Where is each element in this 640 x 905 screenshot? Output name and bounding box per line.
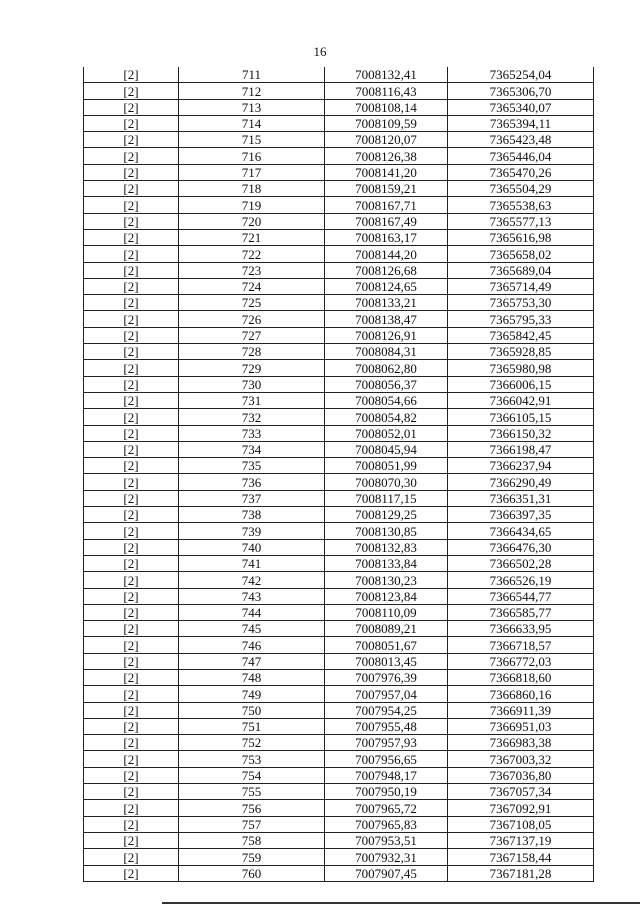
y-coordinate-cell: 7366983,38 xyxy=(448,735,594,751)
y-coordinate-cell: 7365658,02 xyxy=(448,246,594,262)
x-coordinate-cell: 7008141,20 xyxy=(325,164,448,180)
x-coordinate-cell: 7008133,21 xyxy=(325,295,448,311)
table-row xyxy=(84,409,594,425)
point-number-cell: 715 xyxy=(179,132,325,148)
x-coordinate-cell: 7008129,25 xyxy=(325,507,448,523)
y-coordinate-cell: 7367092,91 xyxy=(448,800,594,816)
point-number-cell: 758 xyxy=(179,832,325,848)
x-coordinate-cell: 7007976,39 xyxy=(325,669,448,685)
y-coordinate-cell: 7365616,98 xyxy=(448,229,594,245)
page-number: 16 xyxy=(313,44,327,59)
source-ref-cell: [2] xyxy=(84,67,179,83)
x-coordinate-cell: 7008126,91 xyxy=(325,327,448,343)
point-number-cell: 716 xyxy=(179,148,325,164)
point-number-cell: 734 xyxy=(179,441,325,457)
source-ref-cell: [2] xyxy=(84,767,179,783)
source-ref-cell: [2] xyxy=(84,686,179,702)
y-coordinate-cell: 7366042,91 xyxy=(448,392,594,408)
y-coordinate-cell: 7365254,04 xyxy=(448,67,594,83)
source-ref-cell: [2] xyxy=(84,507,179,523)
point-number-cell: 718 xyxy=(179,181,325,197)
source-ref-cell: [2] xyxy=(84,409,179,425)
source-ref-cell: [2] xyxy=(84,164,179,180)
y-coordinate-cell: 7366351,31 xyxy=(448,490,594,506)
y-coordinate-cell: 7366951,03 xyxy=(448,718,594,734)
bottom-rule-divider xyxy=(162,902,640,904)
x-coordinate-cell: 7007954,25 xyxy=(325,702,448,718)
x-coordinate-cell: 7008167,71 xyxy=(325,197,448,213)
source-ref-cell: [2] xyxy=(84,99,179,115)
source-ref-cell: [2] xyxy=(84,246,179,262)
table-row xyxy=(84,865,594,881)
table-row xyxy=(84,474,594,490)
point-number-cell: 741 xyxy=(179,555,325,571)
source-ref-cell: [2] xyxy=(84,702,179,718)
y-coordinate-cell: 7366526,19 xyxy=(448,572,594,588)
x-coordinate-cell: 7008126,38 xyxy=(325,148,448,164)
x-coordinate-cell: 7008130,23 xyxy=(325,572,448,588)
point-number-cell: 721 xyxy=(179,229,325,245)
table-row xyxy=(84,278,594,294)
table-row xyxy=(84,99,594,115)
y-coordinate-cell: 7365689,04 xyxy=(448,262,594,278)
point-number-cell: 736 xyxy=(179,474,325,490)
y-coordinate-cell: 7365928,85 xyxy=(448,344,594,360)
point-number-cell: 732 xyxy=(179,409,325,425)
y-coordinate-cell: 7366818,60 xyxy=(448,669,594,685)
point-number-cell: 745 xyxy=(179,621,325,637)
x-coordinate-cell: 7008133,84 xyxy=(325,555,448,571)
table-row xyxy=(84,523,594,539)
y-coordinate-cell: 7366502,28 xyxy=(448,555,594,571)
source-ref-cell: [2] xyxy=(84,360,179,376)
point-number-cell: 743 xyxy=(179,588,325,604)
table-row xyxy=(84,669,594,685)
x-coordinate-cell: 7008084,31 xyxy=(325,344,448,360)
source-ref-cell: [2] xyxy=(84,718,179,734)
y-coordinate-cell: 7365538,63 xyxy=(448,197,594,213)
x-coordinate-cell: 7007953,51 xyxy=(325,832,448,848)
table-row xyxy=(84,67,594,83)
point-number-cell: 744 xyxy=(179,604,325,620)
point-number-cell: 724 xyxy=(179,278,325,294)
table-row xyxy=(84,555,594,571)
x-coordinate-cell: 7007907,45 xyxy=(325,865,448,881)
source-ref-cell: [2] xyxy=(84,441,179,457)
x-coordinate-cell: 7008051,67 xyxy=(325,637,448,653)
source-ref-cell: [2] xyxy=(84,621,179,637)
x-coordinate-cell: 7008123,84 xyxy=(325,588,448,604)
source-ref-cell: [2] xyxy=(84,229,179,245)
x-coordinate-cell: 7008110,09 xyxy=(325,604,448,620)
table-row xyxy=(84,653,594,669)
point-number-cell: 717 xyxy=(179,164,325,180)
table-row xyxy=(84,702,594,718)
y-coordinate-cell: 7365423,48 xyxy=(448,132,594,148)
x-coordinate-cell: 7007950,19 xyxy=(325,784,448,800)
y-coordinate-cell: 7366772,03 xyxy=(448,653,594,669)
table-row xyxy=(84,718,594,734)
point-number-cell: 750 xyxy=(179,702,325,718)
table-row xyxy=(84,229,594,245)
y-coordinate-cell: 7365394,11 xyxy=(448,115,594,131)
source-ref-cell: [2] xyxy=(84,637,179,653)
x-coordinate-cell: 7008054,66 xyxy=(325,392,448,408)
y-coordinate-cell: 7365842,45 xyxy=(448,327,594,343)
y-coordinate-cell: 7367057,34 xyxy=(448,784,594,800)
point-number-cell: 757 xyxy=(179,816,325,832)
table-row xyxy=(84,767,594,783)
table-row xyxy=(84,686,594,702)
x-coordinate-cell: 7008062,80 xyxy=(325,360,448,376)
x-coordinate-cell: 7008132,41 xyxy=(325,67,448,83)
source-ref-cell: [2] xyxy=(84,849,179,865)
x-coordinate-cell: 7008116,43 xyxy=(325,83,448,99)
x-coordinate-cell: 7008108,14 xyxy=(325,99,448,115)
point-number-cell: 742 xyxy=(179,572,325,588)
y-coordinate-cell: 7366237,94 xyxy=(448,458,594,474)
point-number-cell: 722 xyxy=(179,246,325,262)
point-number-cell: 712 xyxy=(179,83,325,99)
point-number-cell: 730 xyxy=(179,376,325,392)
x-coordinate-cell: 7008132,83 xyxy=(325,539,448,555)
source-ref-cell: [2] xyxy=(84,474,179,490)
table-row xyxy=(84,246,594,262)
y-coordinate-cell: 7366290,49 xyxy=(448,474,594,490)
table-row xyxy=(84,832,594,848)
table-row xyxy=(84,262,594,278)
table-row xyxy=(84,800,594,816)
source-ref-cell: [2] xyxy=(84,213,179,229)
x-coordinate-cell: 7007965,83 xyxy=(325,816,448,832)
x-coordinate-cell: 7008045,94 xyxy=(325,441,448,457)
table-row xyxy=(84,392,594,408)
point-number-cell: 731 xyxy=(179,392,325,408)
table-row xyxy=(84,115,594,131)
point-number-cell: 711 xyxy=(179,67,325,83)
x-coordinate-cell: 7007948,17 xyxy=(325,767,448,783)
x-coordinate-cell: 7008070,30 xyxy=(325,474,448,490)
point-number-cell: 755 xyxy=(179,784,325,800)
source-ref-cell: [2] xyxy=(84,458,179,474)
coordinates-table-body xyxy=(84,67,594,881)
source-ref-cell: [2] xyxy=(84,751,179,767)
point-number-cell: 723 xyxy=(179,262,325,278)
x-coordinate-cell: 7008138,47 xyxy=(325,311,448,327)
y-coordinate-cell: 7367003,32 xyxy=(448,751,594,767)
table-row xyxy=(84,621,594,637)
point-number-cell: 729 xyxy=(179,360,325,376)
source-ref-cell: [2] xyxy=(84,197,179,213)
y-coordinate-cell: 7365577,13 xyxy=(448,213,594,229)
x-coordinate-cell: 7007957,93 xyxy=(325,735,448,751)
source-ref-cell: [2] xyxy=(84,115,179,131)
y-coordinate-cell: 7367108,05 xyxy=(448,816,594,832)
table-row xyxy=(84,164,594,180)
table-row xyxy=(84,849,594,865)
x-coordinate-cell: 7007957,04 xyxy=(325,686,448,702)
y-coordinate-cell: 7366633,95 xyxy=(448,621,594,637)
y-coordinate-cell: 7365504,29 xyxy=(448,181,594,197)
point-number-cell: 726 xyxy=(179,311,325,327)
point-number-cell: 748 xyxy=(179,669,325,685)
source-ref-cell: [2] xyxy=(84,148,179,164)
table-row xyxy=(84,784,594,800)
table-row xyxy=(84,197,594,213)
table-row xyxy=(84,604,594,620)
x-coordinate-cell: 7008109,59 xyxy=(325,115,448,131)
source-ref-cell: [2] xyxy=(84,327,179,343)
x-coordinate-cell: 7008120,07 xyxy=(325,132,448,148)
source-ref-cell: [2] xyxy=(84,295,179,311)
point-number-cell: 740 xyxy=(179,539,325,555)
x-coordinate-cell: 7007932,31 xyxy=(325,849,448,865)
point-number-cell: 751 xyxy=(179,718,325,734)
point-number-cell: 759 xyxy=(179,849,325,865)
table-row xyxy=(84,751,594,767)
point-number-cell: 753 xyxy=(179,751,325,767)
table-row xyxy=(84,295,594,311)
y-coordinate-cell: 7366860,16 xyxy=(448,686,594,702)
source-ref-cell: [2] xyxy=(84,132,179,148)
y-coordinate-cell: 7365795,33 xyxy=(448,311,594,327)
table-row xyxy=(84,637,594,653)
table-row xyxy=(84,148,594,164)
y-coordinate-cell: 7365340,07 xyxy=(448,99,594,115)
coordinates-table xyxy=(83,67,594,882)
y-coordinate-cell: 7365446,04 xyxy=(448,148,594,164)
table-row xyxy=(84,132,594,148)
source-ref-cell: [2] xyxy=(84,490,179,506)
x-coordinate-cell: 7008144,20 xyxy=(325,246,448,262)
point-number-cell: 738 xyxy=(179,507,325,523)
point-number-cell: 720 xyxy=(179,213,325,229)
table-row xyxy=(84,327,594,343)
table-row xyxy=(84,441,594,457)
y-coordinate-cell: 7366397,35 xyxy=(448,507,594,523)
point-number-cell: 733 xyxy=(179,425,325,441)
source-ref-cell: [2] xyxy=(84,588,179,604)
table-row xyxy=(84,213,594,229)
point-number-cell: 749 xyxy=(179,686,325,702)
source-ref-cell: [2] xyxy=(84,832,179,848)
table-row xyxy=(84,539,594,555)
table-row xyxy=(84,181,594,197)
x-coordinate-cell: 7008056,37 xyxy=(325,376,448,392)
table-row xyxy=(84,344,594,360)
source-ref-cell: [2] xyxy=(84,392,179,408)
y-coordinate-cell: 7365980,98 xyxy=(448,360,594,376)
table-row xyxy=(84,490,594,506)
source-ref-cell: [2] xyxy=(84,523,179,539)
source-ref-cell: [2] xyxy=(84,865,179,881)
y-coordinate-cell: 7366911,39 xyxy=(448,702,594,718)
point-number-cell: 760 xyxy=(179,865,325,881)
y-coordinate-cell: 7366150,32 xyxy=(448,425,594,441)
point-number-cell: 746 xyxy=(179,637,325,653)
point-number-cell: 739 xyxy=(179,523,325,539)
x-coordinate-cell: 7008054,82 xyxy=(325,409,448,425)
point-number-cell: 727 xyxy=(179,327,325,343)
y-coordinate-cell: 7366434,65 xyxy=(448,523,594,539)
point-number-cell: 747 xyxy=(179,653,325,669)
source-ref-cell: [2] xyxy=(84,376,179,392)
source-ref-cell: [2] xyxy=(84,604,179,620)
point-number-cell: 754 xyxy=(179,767,325,783)
table-row xyxy=(84,816,594,832)
point-number-cell: 719 xyxy=(179,197,325,213)
y-coordinate-cell: 7366198,47 xyxy=(448,441,594,457)
source-ref-cell: [2] xyxy=(84,555,179,571)
table-row xyxy=(84,376,594,392)
x-coordinate-cell: 7008052,01 xyxy=(325,425,448,441)
source-ref-cell: [2] xyxy=(84,800,179,816)
y-coordinate-cell: 7366544,77 xyxy=(448,588,594,604)
y-coordinate-cell: 7366718,57 xyxy=(448,637,594,653)
source-ref-cell: [2] xyxy=(84,262,179,278)
x-coordinate-cell: 7008130,85 xyxy=(325,523,448,539)
x-coordinate-cell: 7008051,99 xyxy=(325,458,448,474)
table-row xyxy=(84,83,594,99)
y-coordinate-cell: 7367181,28 xyxy=(448,865,594,881)
source-ref-cell: [2] xyxy=(84,784,179,800)
x-coordinate-cell: 7008089,21 xyxy=(325,621,448,637)
table-row xyxy=(84,360,594,376)
x-coordinate-cell: 7008167,49 xyxy=(325,213,448,229)
x-coordinate-cell: 7007956,65 xyxy=(325,751,448,767)
source-ref-cell: [2] xyxy=(84,653,179,669)
x-coordinate-cell: 7008163,17 xyxy=(325,229,448,245)
table-row xyxy=(84,588,594,604)
source-ref-cell: [2] xyxy=(84,572,179,588)
x-coordinate-cell: 7008126,68 xyxy=(325,262,448,278)
point-number-cell: 735 xyxy=(179,458,325,474)
x-coordinate-cell: 7007955,48 xyxy=(325,718,448,734)
source-ref-cell: [2] xyxy=(84,669,179,685)
table-row xyxy=(84,425,594,441)
point-number-cell: 756 xyxy=(179,800,325,816)
point-number-cell: 725 xyxy=(179,295,325,311)
y-coordinate-cell: 7367137,19 xyxy=(448,832,594,848)
point-number-cell: 714 xyxy=(179,115,325,131)
x-coordinate-cell: 7008117,15 xyxy=(325,490,448,506)
y-coordinate-cell: 7366105,15 xyxy=(448,409,594,425)
table-row xyxy=(84,458,594,474)
source-ref-cell: [2] xyxy=(84,344,179,360)
source-ref-cell: [2] xyxy=(84,539,179,555)
y-coordinate-cell: 7367158,44 xyxy=(448,849,594,865)
y-coordinate-cell: 7367036,80 xyxy=(448,767,594,783)
x-coordinate-cell: 7008159,21 xyxy=(325,181,448,197)
x-coordinate-cell: 7008124,65 xyxy=(325,278,448,294)
table-row xyxy=(84,507,594,523)
y-coordinate-cell: 7365470,26 xyxy=(448,164,594,180)
y-coordinate-cell: 7366006,15 xyxy=(448,376,594,392)
x-coordinate-cell: 7008013,45 xyxy=(325,653,448,669)
y-coordinate-cell: 7366476,30 xyxy=(448,539,594,555)
point-number-cell: 713 xyxy=(179,99,325,115)
y-coordinate-cell: 7365753,30 xyxy=(448,295,594,311)
source-ref-cell: [2] xyxy=(84,311,179,327)
y-coordinate-cell: 7365306,70 xyxy=(448,83,594,99)
x-coordinate-cell: 7007965,72 xyxy=(325,800,448,816)
source-ref-cell: [2] xyxy=(84,425,179,441)
source-ref-cell: [2] xyxy=(84,816,179,832)
point-number-cell: 752 xyxy=(179,735,325,751)
point-number-cell: 737 xyxy=(179,490,325,506)
y-coordinate-cell: 7365714,49 xyxy=(448,278,594,294)
source-ref-cell: [2] xyxy=(84,278,179,294)
table-row xyxy=(84,572,594,588)
table-row xyxy=(84,311,594,327)
y-coordinate-cell: 7366585,77 xyxy=(448,604,594,620)
point-number-cell: 728 xyxy=(179,344,325,360)
source-ref-cell: [2] xyxy=(84,83,179,99)
table-row xyxy=(84,735,594,751)
source-ref-cell: [2] xyxy=(84,181,179,197)
source-ref-cell: [2] xyxy=(84,735,179,751)
